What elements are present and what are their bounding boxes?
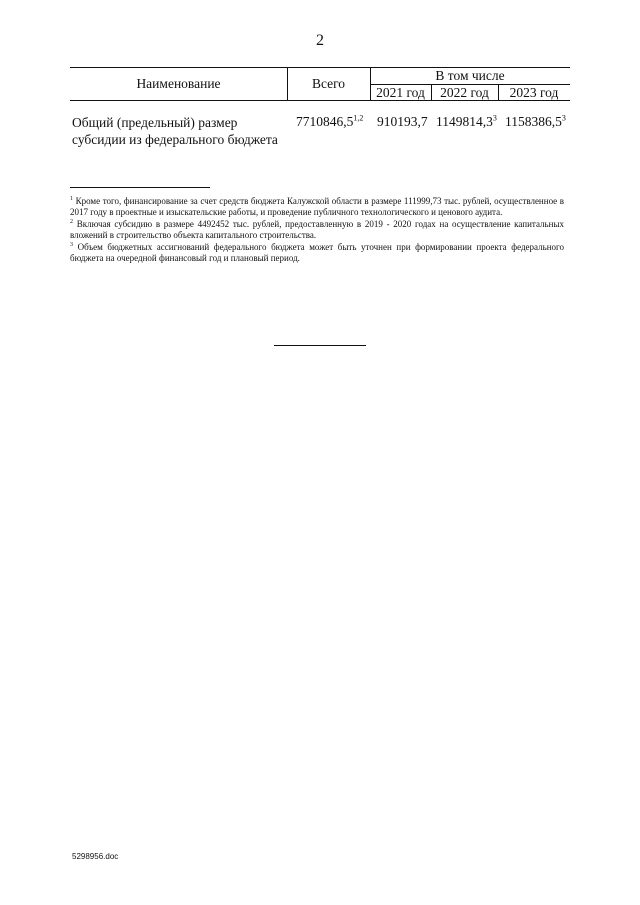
row-name-line1: Общий (предельный) размер — [72, 115, 238, 130]
row-total-value: 7710846,5 — [296, 114, 354, 129]
header-year-2022: 2022 год — [440, 85, 489, 100]
row-total-footnote-mark: 1,2 — [353, 113, 364, 123]
footnote-2-mark: 2 — [70, 218, 73, 225]
footnote-separator — [70, 187, 210, 188]
header-name: Наименование — [136, 76, 221, 91]
footnote-2-text: Включая субсидию в размере 4492452 тыс. рублей, предоставленную в 2019 - 2020 годах на осуществление капитальных вложений в строительство объекта капитального строительства. — [70, 218, 564, 241]
row-name-line2: субсидии из федерального бюджета — [72, 132, 278, 147]
header-year-2023: 2023 год — [509, 85, 559, 100]
row-total — [296, 114, 363, 130]
row-2022-value: 1149814,3 — [436, 114, 493, 129]
row-2023-footnote-mark: 3 — [561, 113, 566, 123]
end-of-document-rule — [274, 345, 366, 346]
footnote-2 — [70, 219, 564, 242]
row-2022-footnote-mark: 3 — [492, 113, 497, 123]
header-year-2021: 2021 год — [376, 85, 425, 100]
header-total: Всего — [311, 76, 346, 91]
footnote-1-mark: 1 — [70, 196, 73, 202]
row-name — [72, 114, 278, 148]
footnote-1-text: Кроме того, финансирование за счет средств бюджета Калужской области в размере 111999,73 тыс. рублей, осуществленное в 2017 году в проектные и изыскательские работы, и проведение публичного технологического и ценового аудита. — [70, 196, 565, 218]
row-2023 — [505, 114, 566, 130]
row-2023-value: 1158386,5 — [505, 114, 562, 129]
footnote-3-mark: 3 — [70, 241, 73, 248]
row-2021 — [377, 114, 428, 130]
footnote-3-text: Объем бюджетных ассигнований федерального бюджета может быть уточнен при формировании проекта федерального бюджета на очередной финансовый год и плановый период. — [70, 241, 564, 264]
document-code: 5298956.doc — [72, 852, 119, 861]
footnotes — [70, 196, 564, 264]
page-number: 2 — [316, 32, 324, 49]
row-2022 — [436, 114, 497, 130]
header-including: В том числе — [435, 68, 505, 83]
footnote-3 — [70, 242, 564, 265]
row-2021-value: 910193,7 — [377, 114, 428, 129]
footnote-1 — [70, 196, 564, 219]
